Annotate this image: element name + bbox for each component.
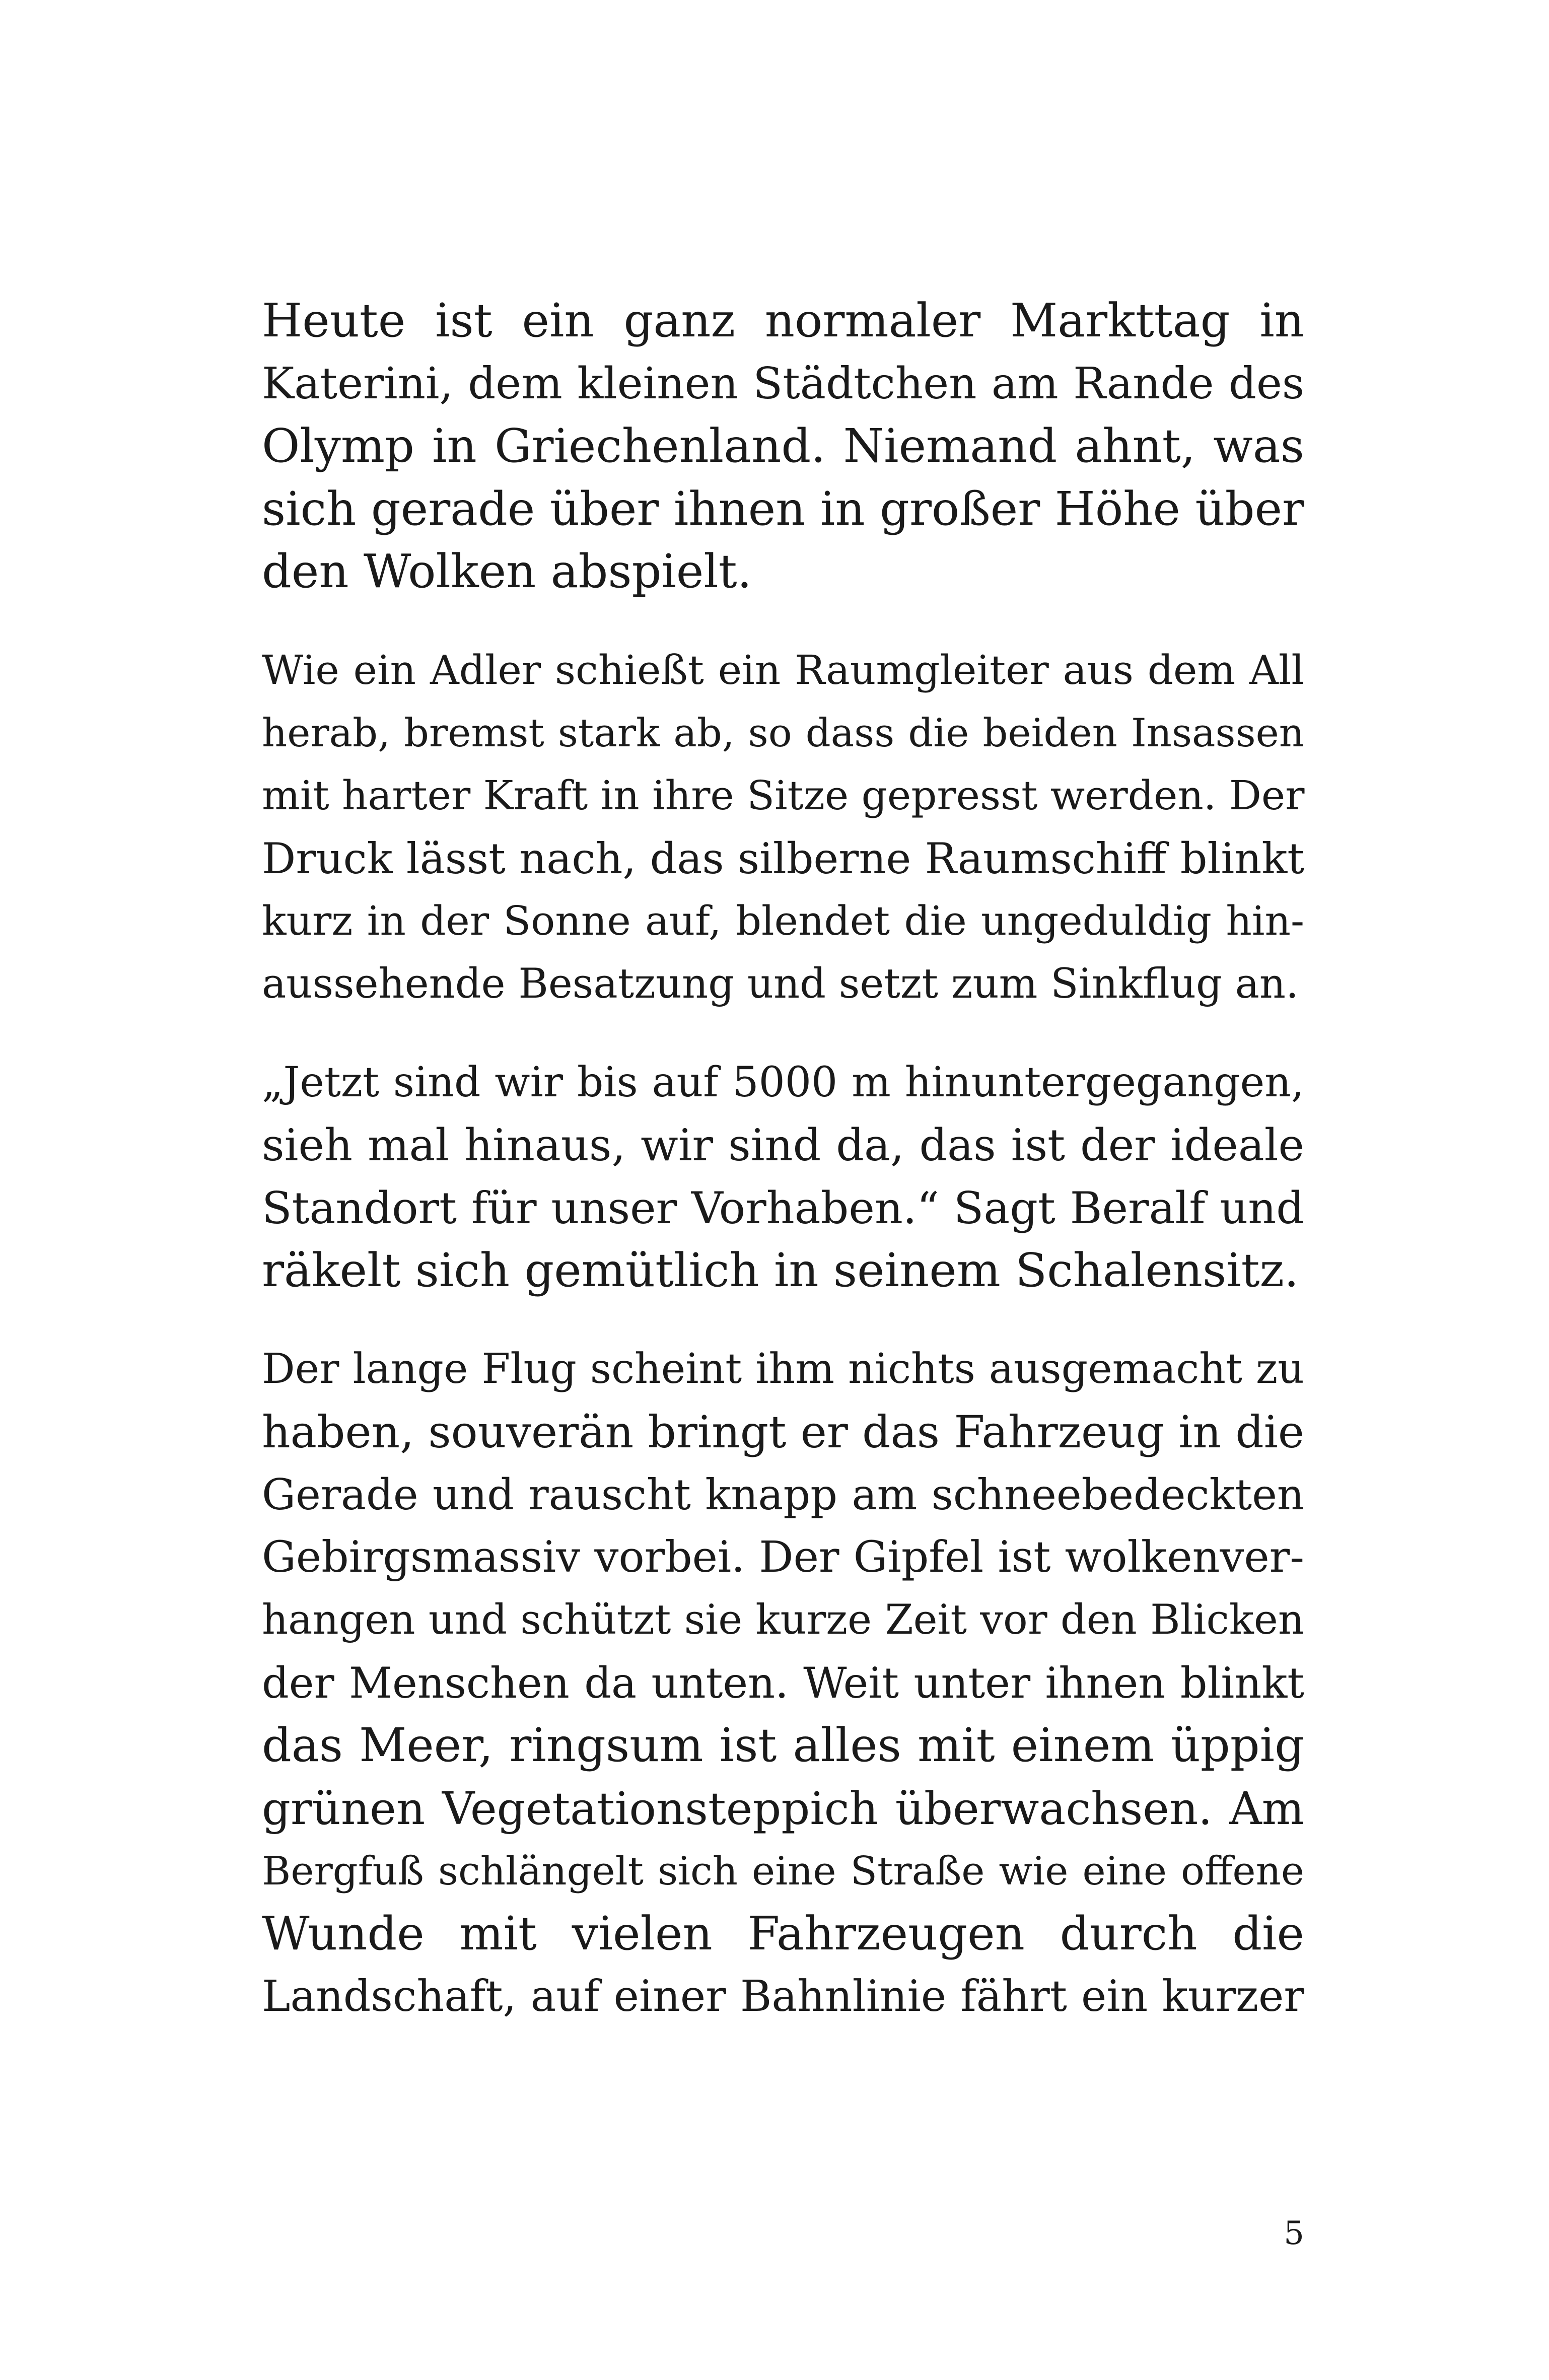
text-line: Olymp in Griechenland. Niemand ahnt, was — [262, 419, 1304, 473]
text-line: Gebirgsmassiv vorbei. Der Gipfel ist wolkenver- — [262, 1532, 1304, 1582]
text-line: kurz in der Sonne auf, blendet die ungeduldig hin- — [262, 897, 1304, 945]
text-line: räkelt sich gemütlich in seinem Schalensitz. — [262, 1243, 1299, 1298]
text-line: herab, bremst stark ab, so dass die beiden Insassen — [262, 710, 1304, 756]
text-line: sieh mal hinaus, wir sind da, das ist der ideale — [262, 1119, 1304, 1171]
text-line: das Meer, ringsum ist alles mit einem üppig — [262, 1718, 1304, 1773]
text-line: hangen und schützt sie kurze Zeit vor den Blicken — [262, 1596, 1304, 1644]
paragraph-2 — [262, 639, 1304, 1016]
text-line: grünen Vegetationsteppich überwachsen. Am — [262, 1782, 1304, 1835]
text-line: Landschaft, auf einer Bahnlinie fährt ein kurzer — [262, 1971, 1304, 2021]
text-line: Katerini, dem kleinen Städtchen am Rande des — [262, 358, 1304, 409]
text-line: Der lange Flug scheint ihm nichts ausgemacht zu — [262, 1345, 1304, 1393]
paragraph-1 — [262, 290, 1304, 603]
text-line: Wunde mit vielen Fahrzeugen durch die — [262, 1907, 1304, 1961]
text-line: Gerade und rauscht knapp am schneebedeckten — [262, 1470, 1304, 1520]
text-line: Druck lässt nach, das silberne Raumschiff blinkt — [262, 833, 1304, 883]
text-line: haben, souverän bringt er das Fahrzeug in die — [262, 1406, 1304, 1458]
text-line: Standort für unser Vorhaben.“ Sagt Beralf und — [262, 1182, 1304, 1234]
text-line: der Menschen da unten. Weit unter ihnen blinkt — [262, 1658, 1304, 1708]
text-line: Wie ein Adler schießt ein Raumgleiter aus dem All — [262, 646, 1304, 693]
text-line: sich gerade über ihnen in großer Höhe über — [262, 481, 1304, 536]
text-line: mit harter Kraft in ihre Sitze gepresst werden. Der — [262, 772, 1305, 819]
text-line: aussehende Besatzung und setzt zum Sinkflug an. — [262, 960, 1299, 1008]
text-line: Bergfuß schlängelt sich eine Straße wie eine offene — [262, 1848, 1304, 1894]
paragraph-4 — [262, 1338, 1304, 2028]
text-line: den Wolken abspielt. — [262, 544, 752, 599]
page-number: 5 — [1284, 2215, 1304, 2252]
paragraph-3 — [262, 1052, 1304, 1302]
text-line: Heute ist ein ganz normaler Markttag in — [262, 294, 1304, 347]
body-text — [262, 290, 1304, 2028]
text-line: „Jetzt sind wir bis auf 5000 m hinuntergegangen, — [262, 1058, 1304, 1106]
